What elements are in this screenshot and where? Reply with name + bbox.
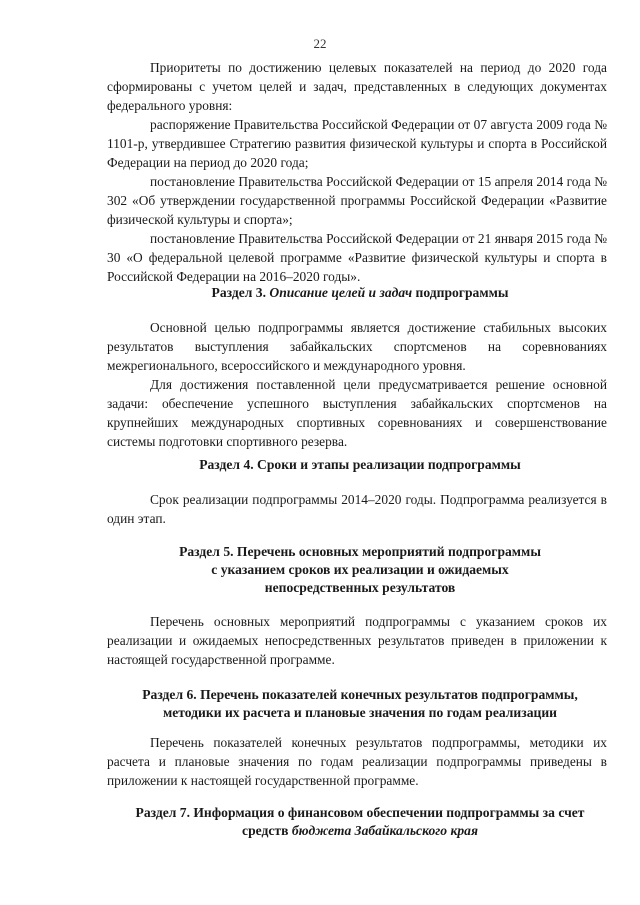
- intro-list-item: распоряжение Правительства Российской Федерации от 07 августа 2009 года № 1101-р, утвердившее Стратегию развития физической культуры и спорта в Российской Федерации на период до 2020 года;: [107, 117, 607, 170]
- heading-line: с указанием сроков их реализации и ожидаемых: [211, 562, 509, 577]
- heading-text: средств: [242, 823, 292, 838]
- intro-list-item: постановление Правительства Российской Федерации от 21 января 2015 года № 30 «О федеральной целевой программе «Развитие физической культуры и спорта в Российской Федерации на 2016–2020 годы».: [107, 231, 607, 284]
- intro-block: [107, 58, 607, 286]
- heading-line: непосредственных результатов: [264, 580, 456, 595]
- section3-body: [107, 318, 607, 451]
- section5-heading: [100, 543, 620, 597]
- section3-heading: [100, 284, 620, 302]
- heading-line: Раздел 7. Информация о финансовом обеспечении подпрограммы за счет: [135, 805, 585, 820]
- intro-paragraph: Приоритеты по достижению целевых показателей на период до 2020 года сформированы с учетом целей и задач, представленных в следующих документах федерального уровня:: [107, 60, 607, 113]
- section3-paragraph: Для достижения поставленной цели предусматривается решение основной задачи: обеспечение успешного выступления забайкальских спортсменов на крупнейших международных спортивных соревнованиях и совершенствование системы подготовки спортивного резерва.: [107, 377, 607, 449]
- section5-body: [107, 612, 607, 669]
- section6-paragraph: Перечень показателей конечных результатов подпрограммы, методики их расчета и плановые значения по годам реализации подпрограммы приведены в приложении к настоящей государственной программе.: [107, 735, 607, 788]
- heading-line: Раздел 5. Перечень основных мероприятий подпрограммы: [179, 544, 541, 559]
- heading-text: Раздел 3.: [211, 285, 270, 300]
- section4-paragraph: Срок реализации подпрограммы 2014–2020 годы. Подпрограмма реализуется в один этап.: [107, 492, 607, 526]
- section5-paragraph: Перечень основных мероприятий подпрограммы с указанием сроков их реализации и ожидаемых непосредственных результатов приведен в приложении к настоящей государственной программе.: [107, 614, 607, 667]
- heading-text: подпрограммы: [412, 285, 509, 300]
- heading-emphasis: Описание целей и задач: [269, 285, 413, 300]
- page-number: 22: [313, 36, 327, 51]
- section4-body: [107, 490, 607, 528]
- intro-list-item: постановление Правительства Российской Федерации от 15 апреля 2014 года № 302 «Об утверждении государственной программы Российской Федерации «Развитие физической культуры и спорта»;: [107, 174, 607, 227]
- section4-heading: Раздел 4. Сроки и этапы реализации подпрограммы: [199, 457, 521, 472]
- section7-heading: [100, 804, 620, 840]
- section6-heading: [100, 686, 620, 722]
- section3-paragraph: Основной целью подпрограммы является достижение стабильных высоких результатов выступления забайкальских спортсменов на соревнованиях межрегионального, всероссийского и международного уровня.: [107, 320, 607, 373]
- heading-line: Раздел 6. Перечень показателей конечных результатов подпрограммы,: [142, 687, 578, 702]
- heading-line-2: [100, 822, 620, 840]
- heading-emphasis: бюджета Забайкальского края: [291, 823, 478, 838]
- heading-line: методики их расчета и плановые значения по годам реализации: [162, 705, 557, 720]
- section6-body: [107, 733, 607, 790]
